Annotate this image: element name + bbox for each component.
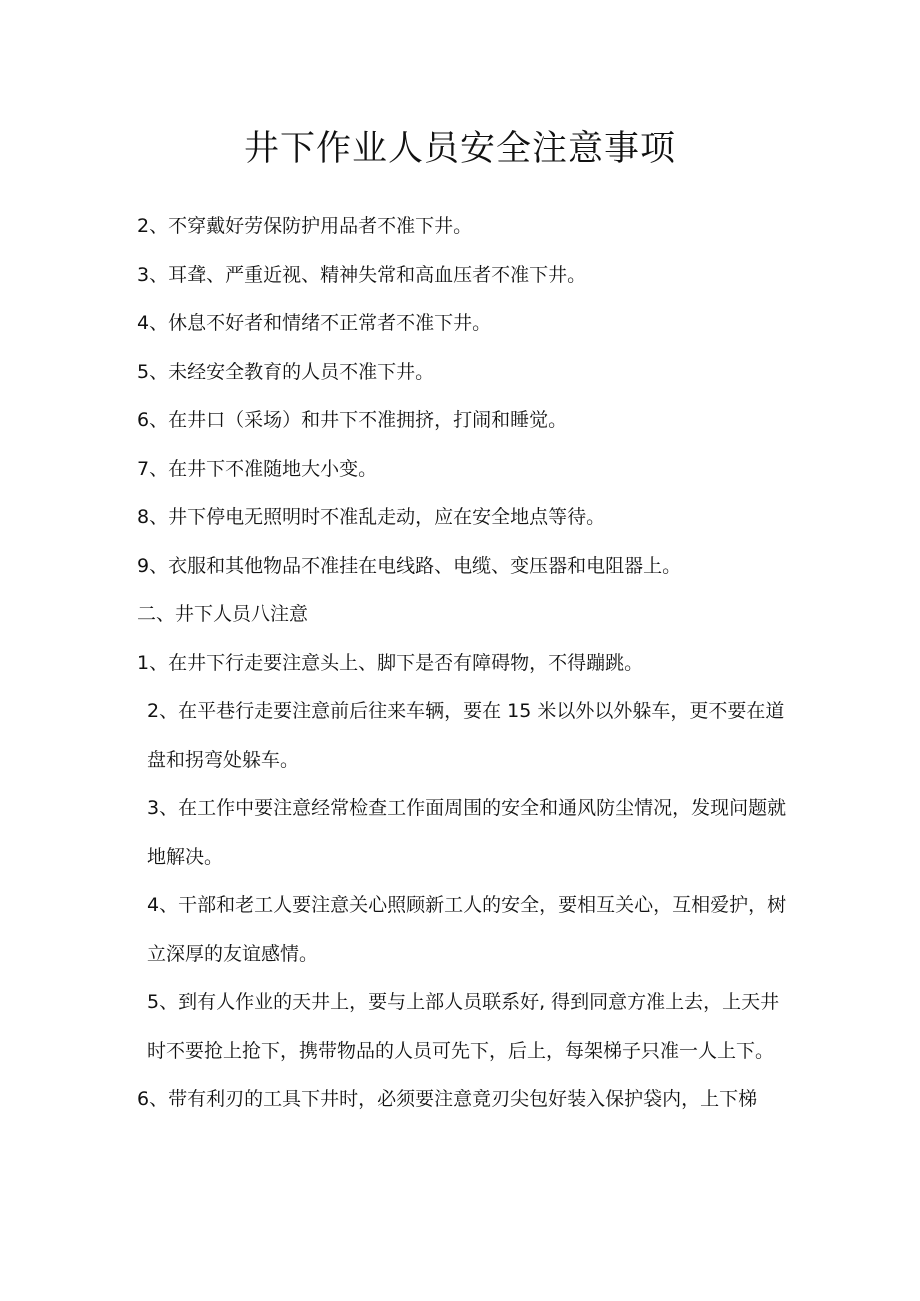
rule-item: 2、在平巷行走要注意前后往来车辆，要在 15 米以外以外躲车，更不要在道盘和拐弯处躲车。 bbox=[147, 700, 785, 771]
document-title: 井下作业人员安全注意事项 bbox=[243, 129, 676, 169]
rule-item: 8、井下停电无照明时不准乱走动，应在安全地点等待。 bbox=[137, 506, 606, 528]
rule-item: 6、在井口（采场）和井下不准拥挤，打闹和睡觉。 bbox=[137, 409, 568, 431]
rule-item: 7、在井下不准随地大小变。 bbox=[137, 457, 378, 480]
rule-item: 2、不穿戴好劳保防护用品者不准下井。 bbox=[137, 215, 473, 237]
rule-item: 3、耳聋、严重近视、精神失常和高血压者不准下井。 bbox=[137, 263, 587, 286]
document-body bbox=[137, 202, 797, 1124]
rule-item: 4、休息不好者和情绪不正常者不准下井。 bbox=[137, 312, 492, 334]
section-heading: 二、井下人员八注意 bbox=[137, 603, 309, 625]
rule-item: 5、未经安全教育的人员不准下井。 bbox=[137, 360, 435, 383]
rule-item: 9、衣服和其他物品不准挂在电线路、电缆、变压器和电阻器上。 bbox=[137, 554, 682, 577]
rule-item: 3、在工作中要注意经常检查工作面周围的安全和通风防尘情况，发现问题就地解决。 bbox=[147, 797, 787, 868]
rule-item: 4、干部和老工人要注意关心照顾新工人的安全，要相互关心，互相爱护，树立深厚的友谊感情。 bbox=[147, 894, 787, 965]
rule-item: 5、到有人作业的天井上，要与上部人员联系好, 得到同意方准上去，上天井时不要抢上抢下，携带物品的人员可先下，后上，每架梯子只准一人上下。 bbox=[147, 991, 780, 1062]
rule-item: 1、在井下行走要注意头上、脚下是否有障碍物，不得蹦跳。 bbox=[137, 651, 644, 674]
rule-item: 6、带有利刃的工具下井时，必须要注意竟刃尖包好装入保护袋内，上下梯 bbox=[137, 1088, 758, 1110]
